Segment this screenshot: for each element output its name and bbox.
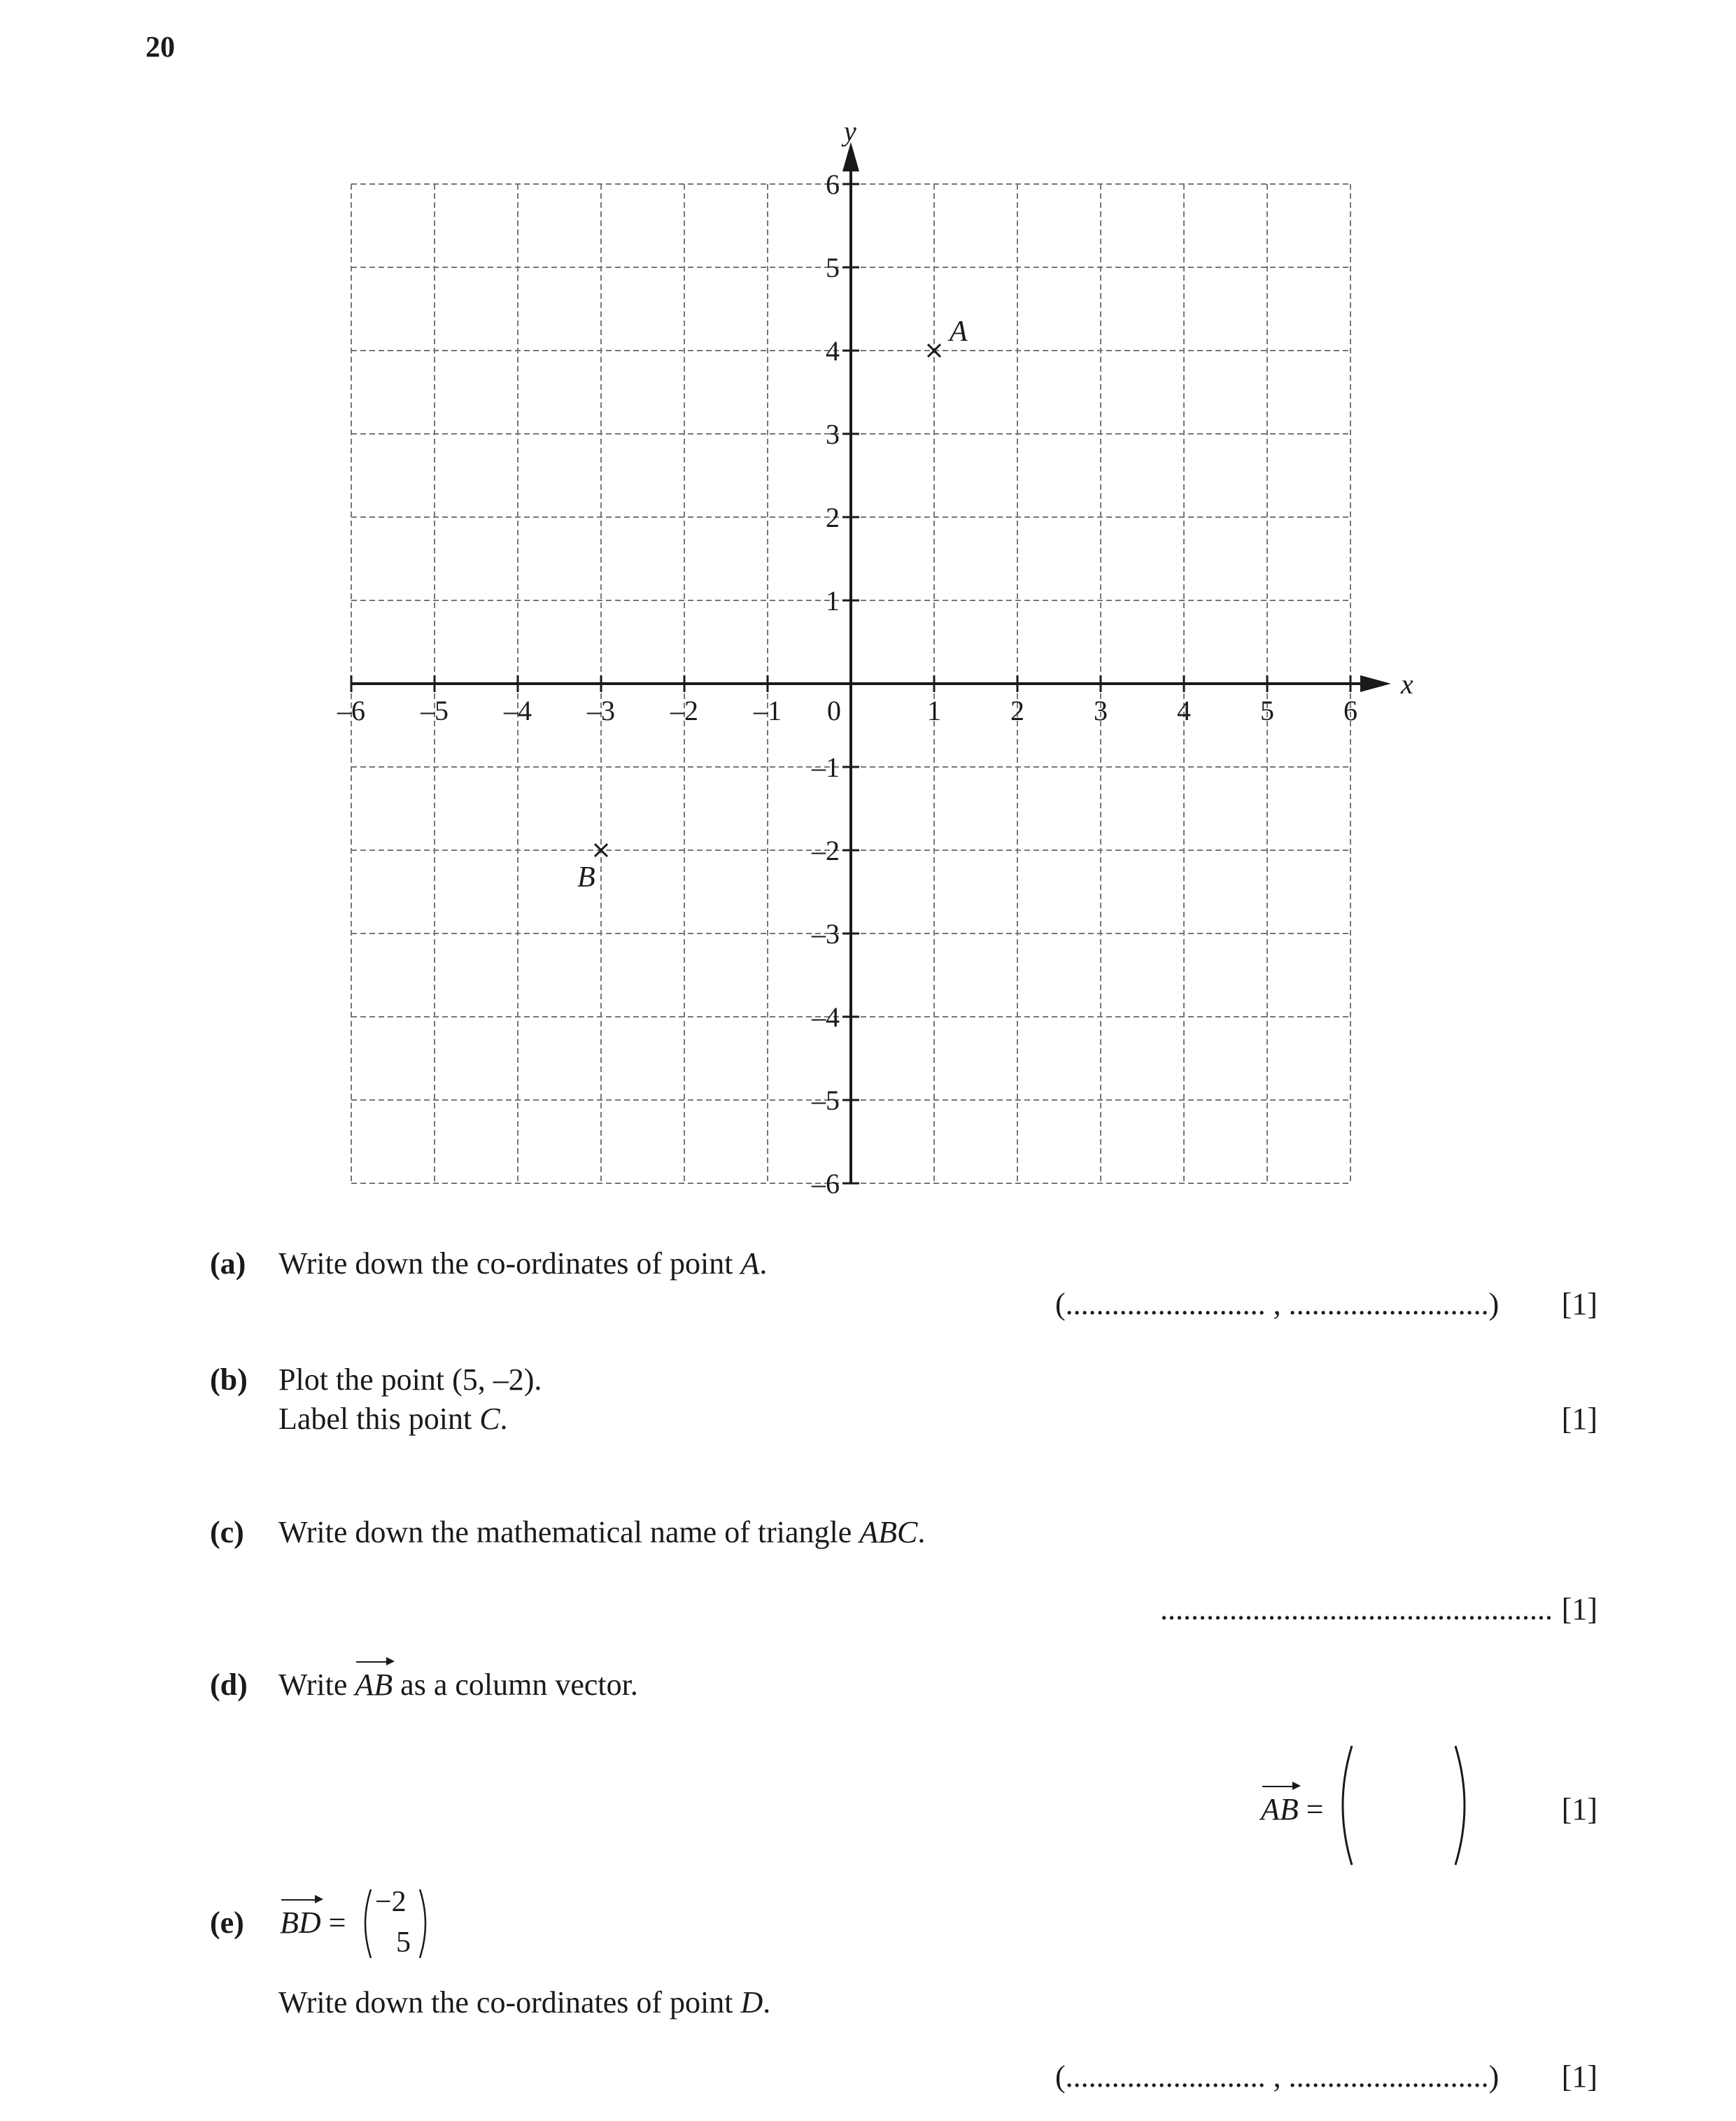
question-a-answer-line[interactable]: (.......................... , ..........................) [1055,1287,1499,1321]
vector-ab-label: AB [355,1665,393,1705]
left-paren-icon [365,1889,371,1958]
page-number: 20 [146,31,175,64]
question-a-marks: [1] [1561,1287,1597,1321]
question-d-label: (d) [210,1668,248,1702]
question-e-vector-top: −2 [375,1886,407,1918]
x-tick-label: –4 [504,695,532,726]
y-tick-label: –1 [812,752,840,783]
question-a-prompt: Write down the co-ordinates of point [278,1246,741,1281]
x-tick-label: –3 [587,695,615,726]
y-tick-label: –2 [812,835,840,866]
question-b-line1: Plot the point (5, –2). [278,1362,542,1397]
question-e-answer-line[interactable]: (.......................... , ..........................) [1055,2059,1499,2094]
y-tick-label: –4 [812,1001,840,1033]
y-tick-label: 3 [826,418,840,450]
x-tick-label: –1 [754,695,782,726]
question-b-point: C [479,1402,500,1436]
question-c-marks: [1] [1561,1592,1597,1626]
y-tick-label: 2 [826,502,840,533]
question-d-answer-vector: AB = [1261,1790,1324,1829]
x-tick-label: 4 [1177,695,1191,726]
x-tick-label: 2 [1010,695,1024,726]
left-bracket-icon [1343,1746,1352,1865]
y-tick-label: –6 [812,1168,840,1199]
y-axis-label: y [844,115,856,147]
question-c-label: (c) [210,1515,244,1549]
y-tick-label: 4 [826,335,840,367]
x-tick-label: 6 [1343,695,1357,726]
x-axis-arrow-icon [1360,675,1391,692]
question-c-text: Write down the mathematical name of triangle ABC. [278,1515,926,1549]
origin-label: 0 [827,695,841,726]
point-a-label: A [950,316,968,348]
question-d-marks: [1] [1561,1792,1597,1826]
question-e-text: Write down the co-ordinates of point D. [278,1985,771,2020]
right-paren-icon [420,1889,425,1958]
x-tick-label: –6 [337,695,365,726]
x-tick-label: 3 [1094,695,1108,726]
x-tick-label: –2 [670,695,698,726]
question-e-point: D [740,1985,763,2020]
x-axis-label: x [1401,668,1413,700]
x-tick-label: –5 [421,695,449,726]
question-e-marks: [1] [1561,2059,1597,2094]
y-tick-label: 5 [826,252,840,283]
y-tick-label: 1 [826,585,840,616]
x-tick-label: 5 [1260,695,1274,726]
y-tick-label: –3 [812,918,840,950]
question-a-text: Write down the co-ordinates of point A. [278,1246,768,1281]
question-e-vector: BD = [280,1903,346,1943]
question-b-label: (b) [210,1362,248,1397]
question-a-point: A [740,1246,760,1281]
question-c-answer-line[interactable]: ................................................... [1160,1592,1553,1626]
right-bracket-icon [1455,1746,1465,1865]
x-tick-label: 1 [927,695,941,726]
question-e-label: (e) [210,1905,244,1940]
point-b-marker [595,844,607,857]
question-b-line2: Label this point C. [278,1402,508,1436]
question-d-text: Write AB as a column vector. [278,1665,638,1705]
point-b-label: B [577,861,595,894]
question-b-marks: [1] [1561,1402,1597,1436]
question-c-triangle-name: ABC [859,1515,918,1549]
y-tick-label: 6 [826,169,840,200]
y-tick-label: –5 [812,1085,840,1116]
question-a-label: (a) [210,1246,246,1281]
question-d-answer-brackets[interactable] [1336,1742,1469,1868]
question-e-vector-bottom: 5 [396,1926,411,1959]
